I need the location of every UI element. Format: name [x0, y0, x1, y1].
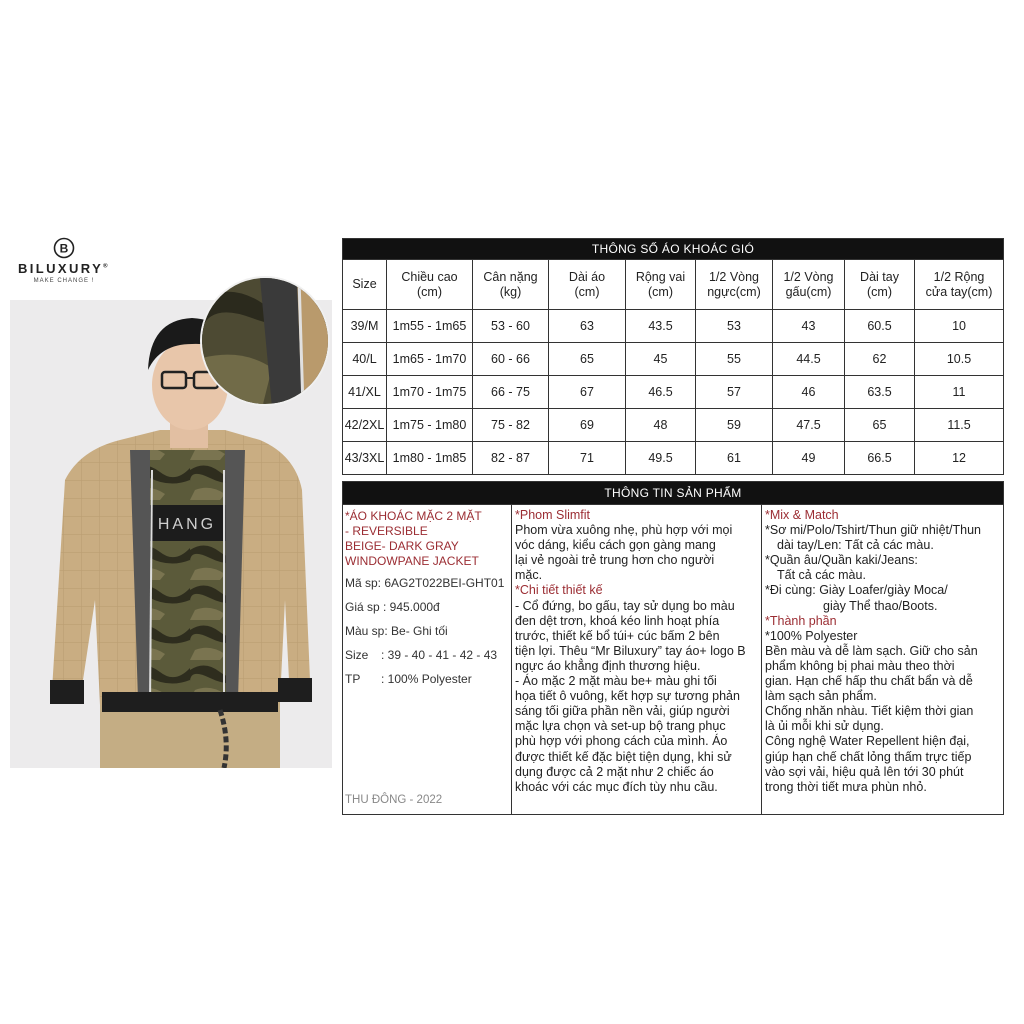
- detail-title: *Chi tiết thiết kế: [515, 583, 603, 598]
- spec-header-text: ngực(cm): [707, 284, 761, 299]
- text-line: trong thời tiết mưa phùn nhỏ.: [765, 779, 927, 794]
- spec-row: [343, 409, 1004, 442]
- info-table-title: THÔNG TIN SẢN PHẨM: [343, 482, 1004, 505]
- text-line: *Quần âu/Quần kaki/Jeans:: [765, 553, 918, 568]
- text-line: trước, thiết kế bổ túi+ cúc bấm 2 bên: [515, 628, 720, 643]
- spec-header-text: Dài áo: [568, 269, 606, 284]
- spec-cell: 40/L: [343, 343, 387, 376]
- form-title: *Phom Slimfit: [515, 508, 591, 522]
- spec-cell: 1m75 - 1m80: [387, 409, 473, 442]
- mix-text: [765, 523, 1000, 614]
- spec-cell: 46: [773, 376, 845, 409]
- spec-header-cell: [387, 260, 473, 310]
- brand-tagline: MAKE CHANGE !: [33, 278, 95, 284]
- spec-header-text: Size: [352, 277, 377, 291]
- spec-cell: 11: [915, 376, 1004, 409]
- text-line: Tất cả các màu.: [777, 568, 866, 583]
- mix-title: *Mix & Match: [765, 508, 839, 522]
- spec-cell: 49.5: [626, 442, 696, 475]
- spec-cell: 47.5: [773, 409, 845, 442]
- spec-cell: 67: [549, 376, 626, 409]
- text-line: giúp hạn chế chất lỏng thấm trực tiếp: [765, 749, 972, 764]
- text-line: sáng tối giữa phần nền vải, giúp người: [515, 704, 730, 719]
- text-line: giày Thể thao/Boots.: [823, 598, 938, 613]
- text-line: mặc lựa chọn và set-up bộ trang phục: [515, 719, 726, 734]
- spec-table-title: THÔNG SỐ ÁO KHOÁC GIÓ: [343, 239, 1004, 260]
- spec-header-text: (kg): [499, 284, 522, 299]
- text-line: Chống nhăn nhàu. Tiết kiệm thời gian: [765, 704, 974, 719]
- svg-text:HANG: HANG: [157, 516, 217, 533]
- product-material: TP : 100% Polyester: [345, 672, 472, 686]
- spec-cell: 62: [845, 343, 915, 376]
- product-price: Giá sp : 945.000đ: [345, 600, 440, 614]
- text-line: tiện lợi. Thêu “Mr Biluxury” tay áo+ logo B: [515, 643, 746, 658]
- spec-cell: 66.5: [845, 442, 915, 475]
- spec-cell: 75 - 82: [473, 409, 549, 442]
- text-line: khoác với các mục đích tùy nhu cầu.: [515, 779, 718, 794]
- spec-header-cell: [773, 260, 845, 310]
- text-line: *100% Polyester: [765, 628, 858, 643]
- spec-cell: 12: [915, 442, 1004, 475]
- product-info-table: [342, 481, 1004, 815]
- spec-cell: 59: [696, 409, 773, 442]
- spec-cell: 57: [696, 376, 773, 409]
- spec-header-cell: [343, 260, 387, 310]
- spec-cell: 60.5: [845, 310, 915, 343]
- spec-cell: 53 - 60: [473, 310, 549, 343]
- brand-name: BILUXURY®: [18, 261, 110, 276]
- text-line: - Cổ đứng, bo gấu, tay sử dụng bo màu: [515, 598, 735, 613]
- text-line: phẩm không bị phai màu theo thời: [765, 658, 955, 673]
- spec-header-text: gấu(cm): [785, 284, 832, 299]
- spec-cell: 63: [549, 310, 626, 343]
- composition-text: [765, 629, 1000, 795]
- text-line: phù hợp với phong cách của mình. Áo: [515, 734, 728, 749]
- spec-header-cell: [549, 260, 626, 310]
- product-name: *ÁO KHOÁC MẶC 2 MẶT - REVERSIBLE BEIGE- DARK GRAY WINDOWPANE JACKET: [345, 509, 482, 568]
- spec-cell: 61: [696, 442, 773, 475]
- spec-cell: 39/M: [343, 310, 387, 343]
- fabric-detail-inset: [200, 276, 330, 406]
- spec-header-text: (cm): [867, 284, 892, 299]
- spec-row: [343, 343, 1004, 376]
- text-line: được thiết kế đặc biệt tiện dụng, khi sử: [515, 749, 732, 764]
- size-spec-table: [342, 238, 1004, 475]
- spec-cell: 69: [549, 409, 626, 442]
- spec-cell: 49: [773, 442, 845, 475]
- brand-logo: [14, 237, 114, 289]
- spec-cell: 46.5: [626, 376, 696, 409]
- text-line: dụng được cả 2 mặt như 2 chiếc áo: [515, 764, 714, 779]
- text-line: dài tay/Len: Tất cả các màu.: [777, 538, 934, 553]
- spec-row: [343, 376, 1004, 409]
- spec-header-cell: [696, 260, 773, 310]
- product-sizes: Size : 39 - 40 - 41 - 42 - 43: [345, 648, 498, 662]
- text-line: vóc dáng, kiểu cách gọn gàng mang: [515, 538, 716, 553]
- spec-header-text: Cân nặng: [483, 269, 538, 284]
- spec-cell: 82 - 87: [473, 442, 549, 475]
- spec-row: [343, 310, 1004, 343]
- text-line: đen dệt trơn, khoá kéo linh hoạt phía: [515, 613, 720, 628]
- text-line: Bền màu và dễ làm sạch. Giữ cho sản: [765, 643, 978, 658]
- spec-cell: 60 - 66: [473, 343, 549, 376]
- spec-cell: 44.5: [773, 343, 845, 376]
- spec-cell: 41/XL: [343, 376, 387, 409]
- spec-header-text: (cm): [648, 284, 673, 299]
- text-line: lại vẻ ngoài trẻ trung hơn cho người: [515, 553, 715, 568]
- text-line: *Đi cùng: Giày Loafer/giày Moca/: [765, 583, 948, 598]
- spec-cell: 1m65 - 1m70: [387, 343, 473, 376]
- spec-header-cell: [845, 260, 915, 310]
- spec-cell: 65: [845, 409, 915, 442]
- design-details-cell: [512, 505, 762, 815]
- mix-composition-cell: [762, 505, 1004, 815]
- text-line: họa tiết ô vuông, kết hợp sự tương phản: [515, 689, 740, 704]
- spec-header-cell: [915, 260, 1004, 310]
- spec-cell: 63.5: [845, 376, 915, 409]
- spec-cell: 43/3XL: [343, 442, 387, 475]
- spec-header-row: [343, 260, 1004, 310]
- spec-header-text: Dài tay: [860, 269, 899, 284]
- product-color: Màu sp: Be- Ghi tối: [345, 624, 448, 638]
- product-code: Mã sp: 6AG2T022BEI-GHT01: [345, 576, 505, 590]
- spec-cell: 10.5: [915, 343, 1004, 376]
- text-line: mặc.: [515, 568, 543, 583]
- text-line: Công nghệ Water Repellent hiện đại,: [765, 734, 970, 749]
- text-line: làm sạch sản phẩm.: [765, 689, 877, 704]
- spec-cell: 65: [549, 343, 626, 376]
- brand-b-mark-icon: [53, 237, 75, 259]
- spec-cell: 43: [773, 310, 845, 343]
- season-label: THU ĐÔNG - 2022: [345, 794, 443, 806]
- spec-cell: 48: [626, 409, 696, 442]
- spec-cell: 11.5: [915, 409, 1004, 442]
- spec-cell: 43.5: [626, 310, 696, 343]
- spec-cell: 71: [549, 442, 626, 475]
- spec-header-text: Chiều cao: [401, 269, 458, 284]
- spec-cell: 1m70 - 1m75: [387, 376, 473, 409]
- text-line: là ủi mỗi khi sử dụng.: [765, 719, 884, 734]
- spec-header-text: 1/2 Vòng: [783, 269, 834, 284]
- text-line: vào sợi vải, hiệu quả lên tới 30 phút: [765, 764, 964, 779]
- spec-cell: 1m80 - 1m85: [387, 442, 473, 475]
- spec-cell: 53: [696, 310, 773, 343]
- text-line: Phom vừa xuông nhẹ, phù hợp với mọi: [515, 523, 733, 538]
- spec-header-text: (cm): [417, 284, 442, 299]
- spec-cell: 45: [626, 343, 696, 376]
- form-text: [515, 523, 758, 583]
- product-summary-cell: [343, 505, 512, 815]
- spec-cell: 1m55 - 1m65: [387, 310, 473, 343]
- spec-header-text: Rộng vai: [635, 269, 686, 284]
- spec-header-cell: [473, 260, 549, 310]
- spec-header-text: 1/2 Vòng: [708, 269, 760, 284]
- spec-header-cell: [626, 260, 696, 310]
- spec-row: [343, 442, 1004, 475]
- spec-cell: 66 - 75: [473, 376, 549, 409]
- text-line: *Sơ mi/Polo/Tshirt/Thun giữ nhiệt/Thun: [765, 523, 981, 538]
- composition-title: *Thành phần: [765, 613, 837, 628]
- spec-header-text: cửa tay(cm): [925, 284, 993, 299]
- spec-header-text: (cm): [574, 284, 600, 299]
- text-line: gian. Hạn chế hấp thu chất bẩn và dễ: [765, 674, 973, 689]
- text-line: - Áo mặc 2 mặt màu be+ màu ghi tối: [515, 674, 717, 689]
- spec-cell: 10: [915, 310, 1004, 343]
- spec-cell: 42/2XL: [343, 409, 387, 442]
- spec-cell: 55: [696, 343, 773, 376]
- spec-header-text: 1/2 Rộng: [933, 269, 985, 284]
- text-line: ngực áo khẳng định thương hiệu.: [515, 658, 701, 673]
- svg-text:B: B: [59, 241, 69, 256]
- detail-text: [515, 599, 758, 795]
